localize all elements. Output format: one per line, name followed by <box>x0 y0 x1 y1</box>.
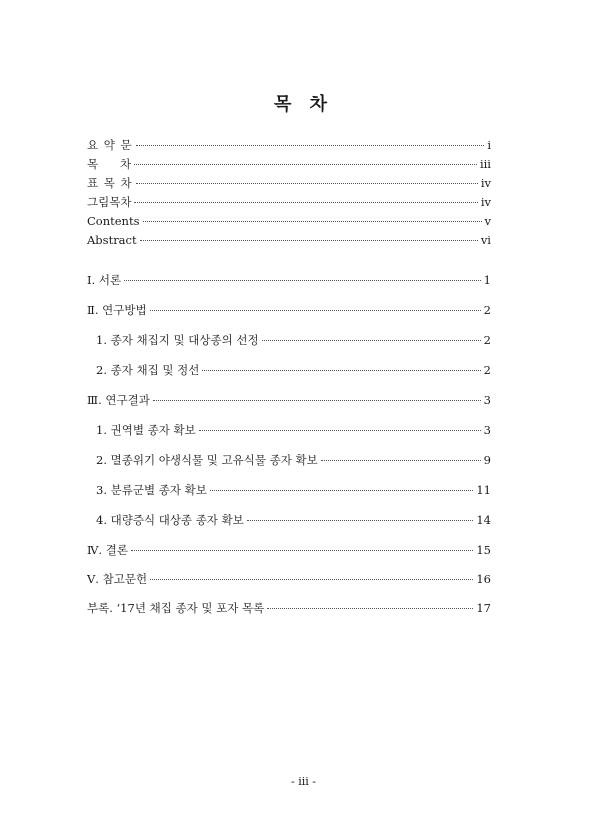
toc-page: iv <box>480 176 491 190</box>
toc-page: iii <box>479 157 491 171</box>
toc-leader <box>150 579 473 580</box>
toc-label: 그림목차 <box>87 195 132 209</box>
toc-entry-endangered-seeds[interactable] <box>96 452 491 468</box>
toc-entry-results[interactable] <box>87 392 491 408</box>
toc-leader <box>136 145 485 146</box>
toc-leader <box>267 608 473 609</box>
toc-leader <box>199 430 481 431</box>
toc-leader <box>247 520 474 521</box>
toc-entry-mass-propagation-seeds[interactable] <box>96 512 491 528</box>
toc-label: 요 약 문 <box>87 138 133 152</box>
toc-entry-introduction[interactable] <box>87 272 491 288</box>
toc-entry-taxon-seeds[interactable] <box>96 482 491 498</box>
toc-leader <box>136 183 478 184</box>
page-number: - iii - <box>291 775 316 788</box>
toc-page: 14 <box>476 513 491 527</box>
toc-leader <box>202 370 480 371</box>
toc-leader <box>153 400 481 401</box>
toc-entry-tables[interactable] <box>87 175 491 191</box>
toc-leader <box>124 280 481 281</box>
toc-leader <box>210 490 474 491</box>
toc-label: 1. 권역별 종자 확보 <box>96 423 196 437</box>
toc-label: 4. 대량증식 대상종 종자 확보 <box>96 513 244 527</box>
toc-entry-seed-collection[interactable] <box>96 362 491 378</box>
toc-page: v <box>484 214 491 228</box>
toc-label: Ⅲ. 연구결과 <box>87 393 150 407</box>
toc-label: Ⅳ. 결론 <box>87 543 129 557</box>
toc-label: Ⅴ. 참고문헌 <box>87 572 148 586</box>
toc-page: 1 <box>483 273 491 287</box>
toc-label: 부록. ‘17년 채집 종자 및 포자 목록 <box>87 601 265 615</box>
toc-label: Contents <box>87 214 140 228</box>
toc-page: 11 <box>476 483 491 497</box>
toc-entry-figures[interactable] <box>87 194 491 210</box>
toc-label: 1. 종자 채집지 및 대상종의 선정 <box>96 333 259 347</box>
toc-page: 17 <box>476 601 491 615</box>
toc-page: 2 <box>483 333 491 347</box>
toc-leader <box>134 202 477 203</box>
toc-entry-site-selection[interactable] <box>96 332 491 348</box>
toc-entry-contents[interactable] <box>87 156 491 172</box>
toc-page: 16 <box>476 572 491 586</box>
toc-label: 2. 종자 채집 및 정선 <box>96 363 200 377</box>
toc-entry-methods[interactable] <box>87 302 491 318</box>
toc-entry-appendix[interactable] <box>87 600 491 616</box>
toc-page: 9 <box>483 453 491 467</box>
toc-leader <box>140 240 478 241</box>
toc-label: 2. 멸종위기 야생식물 및 고유식물 종자 확보 <box>96 453 318 467</box>
toc-page: i <box>487 138 491 152</box>
toc-entry-abstract[interactable] <box>87 232 491 248</box>
toc-leader <box>150 310 481 311</box>
toc-page: vi <box>480 233 491 247</box>
toc-entry-summary[interactable] <box>87 137 491 153</box>
toc-page: 3 <box>483 423 491 437</box>
toc-label: Ⅰ. 서론 <box>87 273 122 287</box>
toc-leader <box>134 164 477 165</box>
toc-entry-regional-seeds[interactable] <box>96 422 491 438</box>
toc-page: 3 <box>483 393 491 407</box>
toc-label: Ⅱ. 연구방법 <box>87 303 147 317</box>
toc-label: 3. 분류군별 종자 확보 <box>96 483 207 497</box>
toc-entry-references[interactable] <box>87 571 491 587</box>
toc-label: 목 차 <box>87 157 132 171</box>
toc-leader <box>321 460 481 461</box>
toc-page: 2 <box>483 363 491 377</box>
toc-page: 15 <box>476 543 491 557</box>
toc-label: 표 목 차 <box>87 176 133 190</box>
toc-leader <box>143 221 482 222</box>
toc-leader <box>131 550 473 551</box>
toc-entry-conclusion[interactable] <box>87 542 491 558</box>
toc-page: 2 <box>483 303 491 317</box>
toc-label: Abstract <box>87 233 137 247</box>
page-title: 목 차 <box>273 94 334 115</box>
toc-page: iv <box>480 195 491 209</box>
toc-entry-english-contents[interactable] <box>87 213 491 229</box>
toc-leader <box>262 340 481 341</box>
